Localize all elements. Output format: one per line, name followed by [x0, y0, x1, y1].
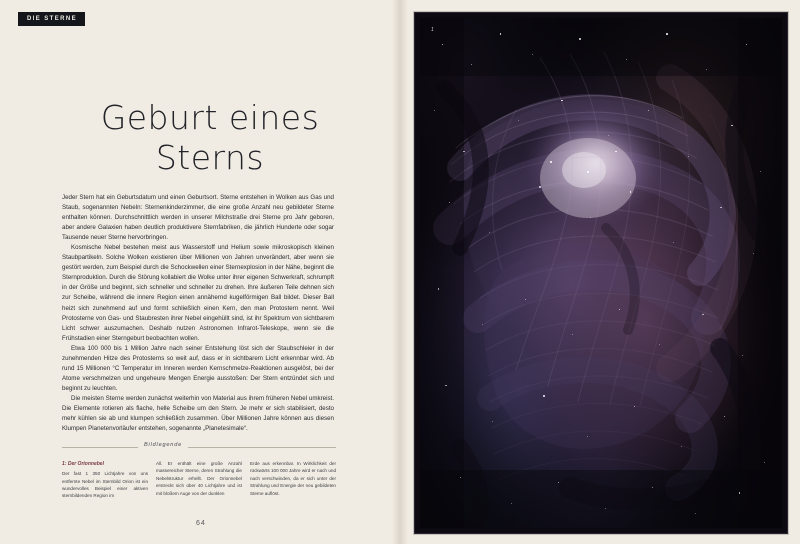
page-number: 64 [196, 520, 206, 527]
article-body [62, 193, 334, 434]
caption-column [156, 460, 242, 500]
body-paragraph: Die meisten Sterne werden zunächst weiterhin von Material aus ihrem früheren Nebel umkreist. Die Elemente rotieren als flache, helle Scheibe um den Stern. Je mehr er sich stabilisiert, desto mehr kühlen sie ab und klumpen schließlich zusammen. Über Millionen Jahre können aus diesen Klumpen Planetenvorläufer entstehen, sogenannte „Planetesimale“. [62, 394, 334, 433]
illustration-frame [414, 12, 788, 534]
caption-text: Der fast 1 350 Lichtjahre von uns entfernte Nebel im Sternbild Orion ist ein wundervolles Beispiel einer aktiven sternbildenden Region im [62, 471, 148, 499]
body-paragraph: Etwa 100 000 bis 1 Million Jahre nach seiner Entstehung löst sich der Staubschleier in der zunehmenden Hitze des Protosterns so weit auf, dass er in sichtbarem Licht erkennbar wird. Ab rund 15 Millionen °C Temperatur im Inneren werden Kernschmelze-Reaktionen ausgelöst, bei der Atome verschmelzen und ungeheure Mengen Energie ausstoßen: Der Stern entzündet sich und beginnt zu leuchten. [62, 344, 334, 392]
body-paragraph: Kosmische Nebel bestehen meist aus Wasserstoff und Helium sowie mikroskopisch kleinen Staubpartikeln. Solche Wolken existieren über Millionen von Jahren unverändert, aber wenn sie gestört werden, zum Beispiel durch die Schockwellen einer Sternexplosion in der Nähe, beginnt die Sternproduktion. Durch die Störung kollabiert die Wolke unter ihrer eigenen Schwerkraft, schrumpft in der Größe und beginnt, sich schneller und schneller zu drehen. Ihre äußeren Teile dehnen sich zur Scheibe, während die innere Region einen annähernd kugelförmigen Ball bildet. Dieser Ball heizt sich zunehmend auf und formt schließlich einen Kern, den man Protostern nennt. Weil Protosterne von Gas- und Staubresten ihrer Nebel eingehüllt sind, ist ihr Spektrum von sichtbarem Licht schwer auszumachen. Deshalb nutzen Astronomen Infrarot-Teleskope, wenn sie die Frühstadien einer Sterngeburt beobachten wollen. [62, 244, 334, 342]
body-paragraph: Jeder Stern hat ein Geburtsdatum und einen Geburtsort. Sterne entstehen in Wolken aus Gas und Staub, sogenannten Nebeln: Sternenkinderzimmer, die eine große Anzahl neu gebildeter Sterne enthalten können. Durchschnittlich werden in unserer Milchstraße drei Sterne pro Jahr geboren, aber andere Galaxien haben deutlich produktivere Sternfabriken, die jährlich Hunderte oder sogar Tausende neuer Sterne hervorbringen. [62, 194, 334, 242]
caption-title: 1: Der Orionnebel [62, 461, 104, 467]
page-title [60, 98, 360, 179]
plate-number: 1 [431, 27, 434, 33]
illustration-plate [420, 18, 782, 528]
caption-columns [62, 460, 336, 500]
title-line-1: Geburt eines [100, 98, 320, 137]
caption-header: Bildlegende [138, 442, 188, 448]
caption-column [62, 460, 148, 500]
nebula-illustration [420, 18, 782, 528]
caption-divider [62, 447, 336, 448]
caption-column [250, 460, 336, 500]
title-line-2: Sterns [155, 138, 265, 178]
running-head: DIE STERNE [18, 12, 85, 26]
caption-text: All. Er enthält eine große Anzahl massereicher Sterne, deren Strahlung die Nebelstruktur erhellt. Der Orionnebel erstreckt sich über 40 Lichtjahre und ist mit bloßem Auge von der dunklen [156, 461, 242, 496]
caption-text: Erde aus erkennbar. In Wirklichkeit der rückwärts 100 000 Jahre wird er nach und nach verschwinden, da er sich unter der Strahlung und Energie der neu gebildeten Sterne auflöst. [250, 461, 336, 496]
right-page [400, 0, 800, 544]
